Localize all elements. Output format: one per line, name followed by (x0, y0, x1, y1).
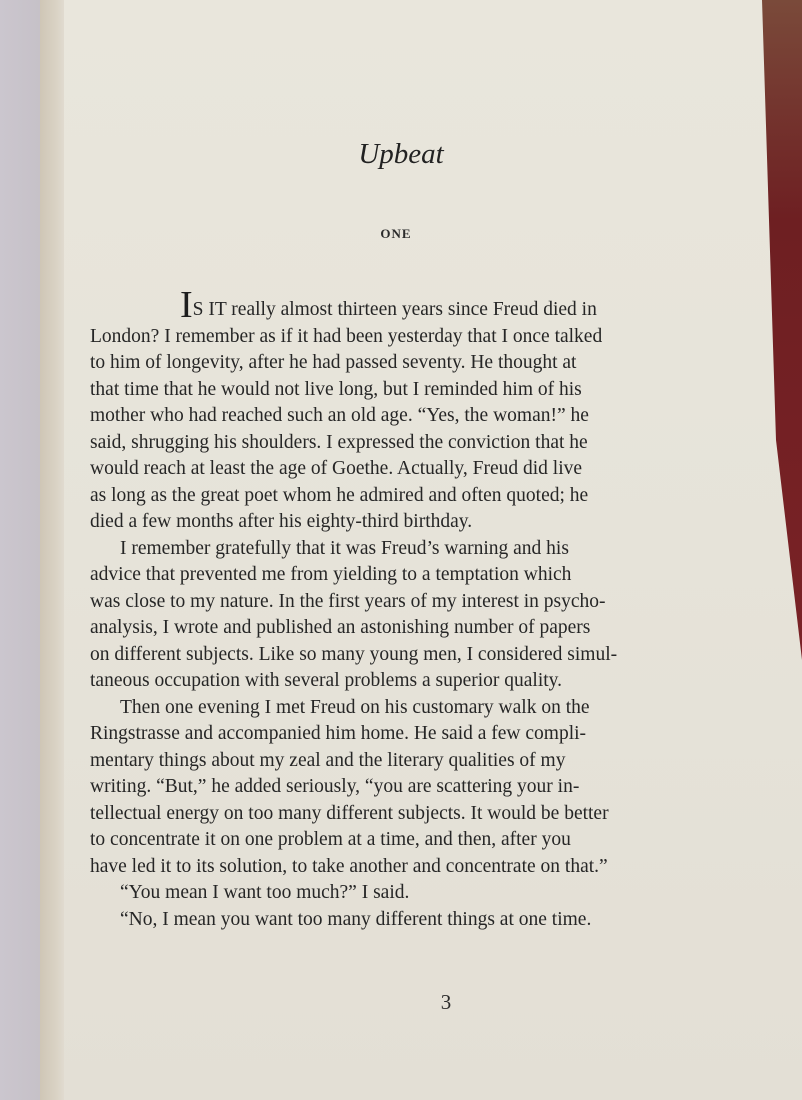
paragraph-start-line: Then one evening I met Freud on his customary walk on the (120, 696, 590, 718)
body-text (90, 284, 760, 933)
text-line: analysis, I wrote and published an astonishing number of papers (90, 617, 591, 638)
text-line: London? I remember as if it had been yesterday that I once talked (90, 325, 603, 347)
paragraph-start-line: “You mean I want too much?” I said. (120, 882, 410, 903)
text-line: would reach at least the age of Goethe. Actually, Freud did live (90, 458, 583, 479)
text-line: to concentrate it on one problem at a time, and then, after you (90, 829, 571, 850)
text-line: tellectual energy on too many different subjects. It would be better (90, 802, 609, 824)
text-line: Ringstrasse and accompanied him home. He said a few compli- (90, 723, 587, 744)
text-line: writing. “But,” he added seriously, “you are scattering your in- (90, 776, 580, 797)
text-line: mentary things about my zeal and the literary qualities of my (90, 749, 566, 771)
paragraph-start-line: I remember gratefully that it was Freud’s warning and his (120, 537, 569, 559)
text-line: have led it to its solution, to take another and concentrate on that.” (90, 855, 608, 877)
chapter-heading: ONE (380, 226, 412, 241)
text-line: said, shrugging his shoulders. I expressed the conviction that he (90, 431, 588, 453)
text-line: advice that prevented me from yielding to a temptation which (90, 564, 572, 585)
drop-cap: I (180, 284, 193, 326)
text-line: taneous occupation with several problems a superior quality. (90, 670, 563, 691)
page-number: 3 (440, 990, 452, 1014)
text-line: was close to my nature. In the first years of my interest in psycho- (90, 590, 606, 612)
text-line: as long as the great poet whom he admired and often quoted; he (90, 484, 589, 506)
text-line: IS IT really almost thirteen years since Freud died in (180, 284, 597, 326)
text-line: mother who had reached such an old age. “Yes, the woman!” he (90, 405, 589, 426)
book-title: Upbeat (358, 138, 444, 170)
text-line: that time that he would not live long, but I reminded him of his (90, 378, 582, 400)
text-line: on different subjects. Like so many young men, I considered simul- (90, 643, 618, 665)
text-line: to him of longevity, after he had passed seventy. He thought at (90, 352, 577, 373)
paragraph-start-line: “No, I mean you want too many different things at one time. (120, 908, 592, 930)
text-line: died a few months after his eighty-third birthday. (90, 511, 473, 532)
